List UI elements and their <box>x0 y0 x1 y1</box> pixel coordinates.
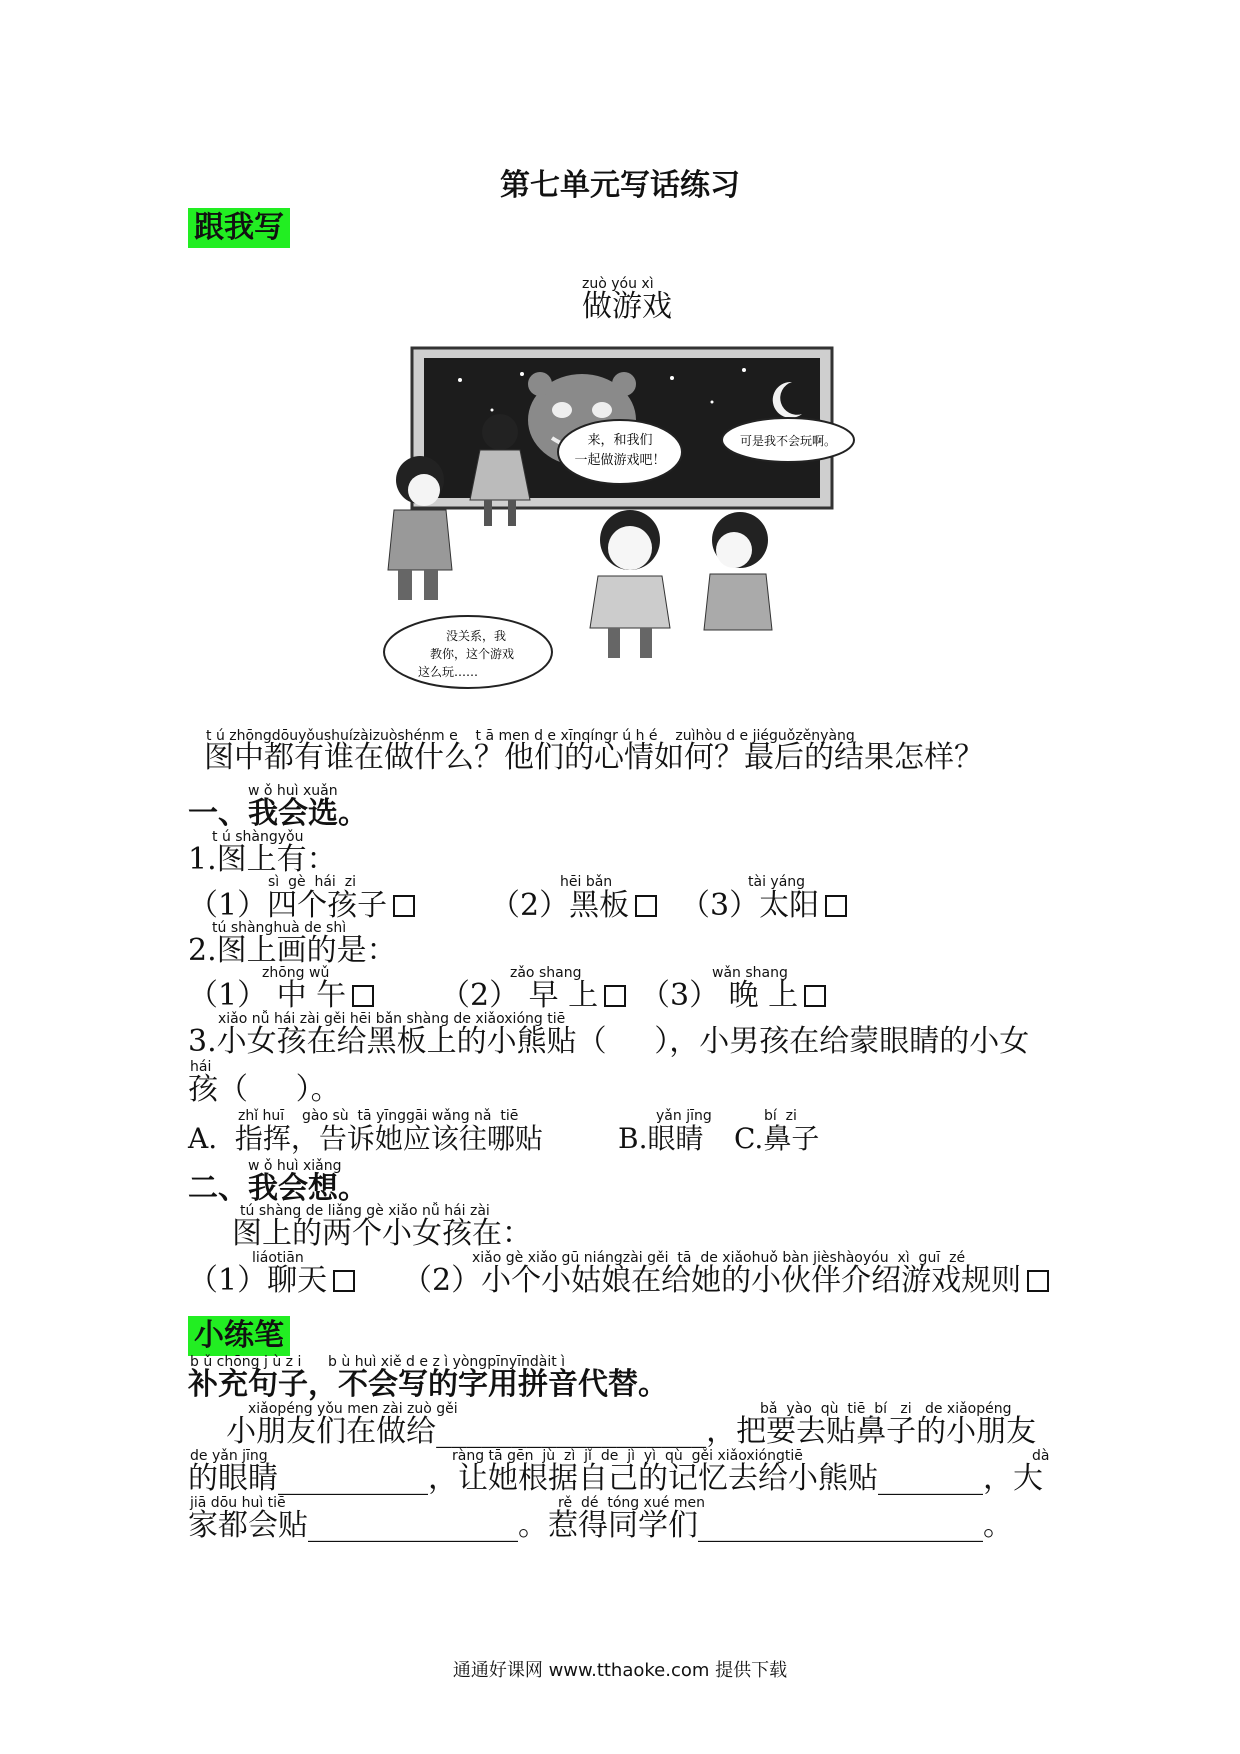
section2-heading-pinyin: w ǒ huì xiǎng <box>248 1158 342 1174</box>
question-text: 图中都有谁在做什么？他们的心情如何？最后的结果怎样？ <box>204 740 984 775</box>
q3-answer-c-pinyin: bí zi <box>764 1108 797 1124</box>
checkbox[interactable] <box>1027 1270 1049 1292</box>
section-tag-follow: 跟我写 <box>188 208 290 248</box>
speech-bubble-3 <box>384 616 552 688</box>
instruction-text: 补充句子，不会写的字用拼音代替。 <box>188 1367 668 1402</box>
q1-pinyin: t ú shàngyǒu <box>212 829 304 845</box>
classroom-illustration <box>372 340 860 695</box>
q1-option-3[interactable]: （3）太阳 <box>680 888 847 924</box>
fill-line1-pinyin-b: bǎ yào qù tiē bí zi de xiǎopéng <box>760 1401 1012 1417</box>
q2-opt2-pinyin: zǎo shang <box>510 965 582 981</box>
fill-line2-pinyin-c: dà <box>1032 1448 1050 1464</box>
bubble1-line1: 来，和我们 <box>587 433 653 448</box>
section1-heading-pinyin: w ǒ huì xuǎn <box>248 783 338 799</box>
checkbox[interactable] <box>352 985 374 1007</box>
fill-line2-pinyin-a: de yǎn jīng <box>190 1448 268 1464</box>
section1-heading: 一、我会选。 <box>188 796 368 831</box>
fill-line-1[interactable]: 小朋友们在做给__________________，把要去贴鼻子的小朋友 <box>188 1414 1037 1449</box>
q2-option-2[interactable]: （2） 早 上 <box>440 978 626 1014</box>
section2-question-pinyin: tú shàng de liǎng gè xiǎo nǚ hái zài <box>240 1203 490 1219</box>
section2-heading: 二、我会想。 <box>188 1171 368 1206</box>
checkbox[interactable] <box>804 985 826 1007</box>
story-title: 做游戏 <box>582 289 672 324</box>
story-title-pinyin: zuò yóu xì <box>582 276 654 292</box>
q1-opt2-pinyin: hēi bǎn <box>560 874 613 890</box>
q1-opt3-pinyin: tài yáng <box>748 874 806 890</box>
fill-line-2[interactable]: 的眼睛__________，让她根据自己的记忆去给小熊贴_______，大 <box>188 1461 1043 1496</box>
q1-option-1[interactable]: （1）四个孩子 <box>188 888 415 924</box>
speech-bubble-2 <box>722 418 854 462</box>
fill-line-3[interactable]: 家都会贴______________。惹得同学们___________________。 <box>188 1508 1013 1543</box>
q1-opt1-pinyin: sì gè hái zi <box>268 874 356 890</box>
checkbox[interactable] <box>635 895 657 917</box>
q1-text: 1.图上有： <box>188 842 337 877</box>
bubble3-line3: 这么玩…… <box>417 665 479 679</box>
speech-bubble-1 <box>558 420 682 484</box>
q2-option-1[interactable]: （1） 中 午 <box>188 978 374 1014</box>
section2-opt1-pinyin: liáotiān <box>252 1250 304 1266</box>
question-pinyin: t ú zhōngdōuyǒushuízàizuòshénm e t ā men d e xīnqíngr ú h é zuìhòu d e jiéguǒzěnyàng <box>206 728 855 744</box>
bubble1-line2: 一起做游戏吧！ <box>574 453 666 468</box>
q3-answer-b-pinyin: yǎn jīng <box>656 1108 712 1124</box>
section2-option-1[interactable]: （1）聊天 <box>188 1263 355 1299</box>
checkbox[interactable] <box>604 985 626 1007</box>
bubble3-line2: 教你，这个游戏 <box>429 647 515 661</box>
q3-pinyin-line2: hái <box>190 1059 212 1075</box>
bubble3-line1: 没关系，我 <box>445 629 507 643</box>
instruction-pinyin: b ǔ chōng j ù z i b ù huì xiě d e z ì yòngpīnyīndàit ì <box>190 1354 566 1370</box>
fill-line3-pinyin-b: rě dé tóng xué men <box>558 1495 705 1511</box>
section2-opt2-pinyin: xiǎo gè xiǎo gū niángzài gěi tā de xiǎohuǒ bàn jièshàoyóu xì guī zé <box>472 1250 966 1266</box>
q1-option-2[interactable]: （2）黑板 <box>490 888 657 924</box>
checkbox[interactable] <box>393 895 415 917</box>
q3-answer-b[interactable]: B.眼睛 <box>618 1122 704 1155</box>
bubble2-text: 可是我不会玩啊。 <box>739 434 837 448</box>
q2-text: 2.图上画的是： <box>188 933 397 968</box>
section2-question: 图上的两个小女孩在： <box>232 1216 532 1251</box>
page-title: 第七单元写话练习 <box>500 168 740 203</box>
q2-pinyin: tú shànghuà de shì <box>212 920 347 936</box>
footer-credit: 通通好课网 www.tthaoke.com 提供下载 <box>452 1660 788 1681</box>
q3-answer-c[interactable]: C.鼻子 <box>734 1122 820 1155</box>
fill-line2-pinyin-b: ràng tā gēn jù zì jǐ de jì yì qù gěi xiǎoxióngtiē <box>452 1448 803 1464</box>
fill-line1-pinyin-a: xiǎopéng yǒu men zài zuò gěi <box>248 1401 458 1417</box>
section-tag-practice: 小练笔 <box>188 1316 290 1356</box>
q3-pinyin-line1: xiǎo nǚ hái zài gěi hēi bǎn shàng de xiǎoxióng tiē <box>218 1011 566 1027</box>
checkbox[interactable] <box>825 895 847 917</box>
q2-option-3[interactable]: （3） 晚 上 <box>640 978 826 1014</box>
checkbox[interactable] <box>333 1270 355 1292</box>
section2-option-2[interactable]: （2）小个小姑娘在给她的小伙伴介绍游戏规则 <box>402 1263 1049 1299</box>
fill-line3-pinyin-a: jiā dōu huì tiē <box>190 1495 286 1511</box>
q3-answer-a[interactable]: A. 指挥，告诉她应该往哪贴 <box>188 1122 543 1155</box>
q3-text-line1: 3.小女孩在给黑板上的小熊贴（ ），小男孩在给蒙眼睛的小女 <box>188 1024 1030 1059</box>
q2-opt1-pinyin: zhōng wǔ <box>262 965 330 981</box>
q3-answer-a-pinyin: zhǐ huī gào sù tā yīnggāi wǎng nǎ tiē <box>238 1108 519 1124</box>
q3-text-line2: 孩（ ）。 <box>188 1072 341 1107</box>
q2-opt3-pinyin: wǎn shang <box>712 965 788 981</box>
